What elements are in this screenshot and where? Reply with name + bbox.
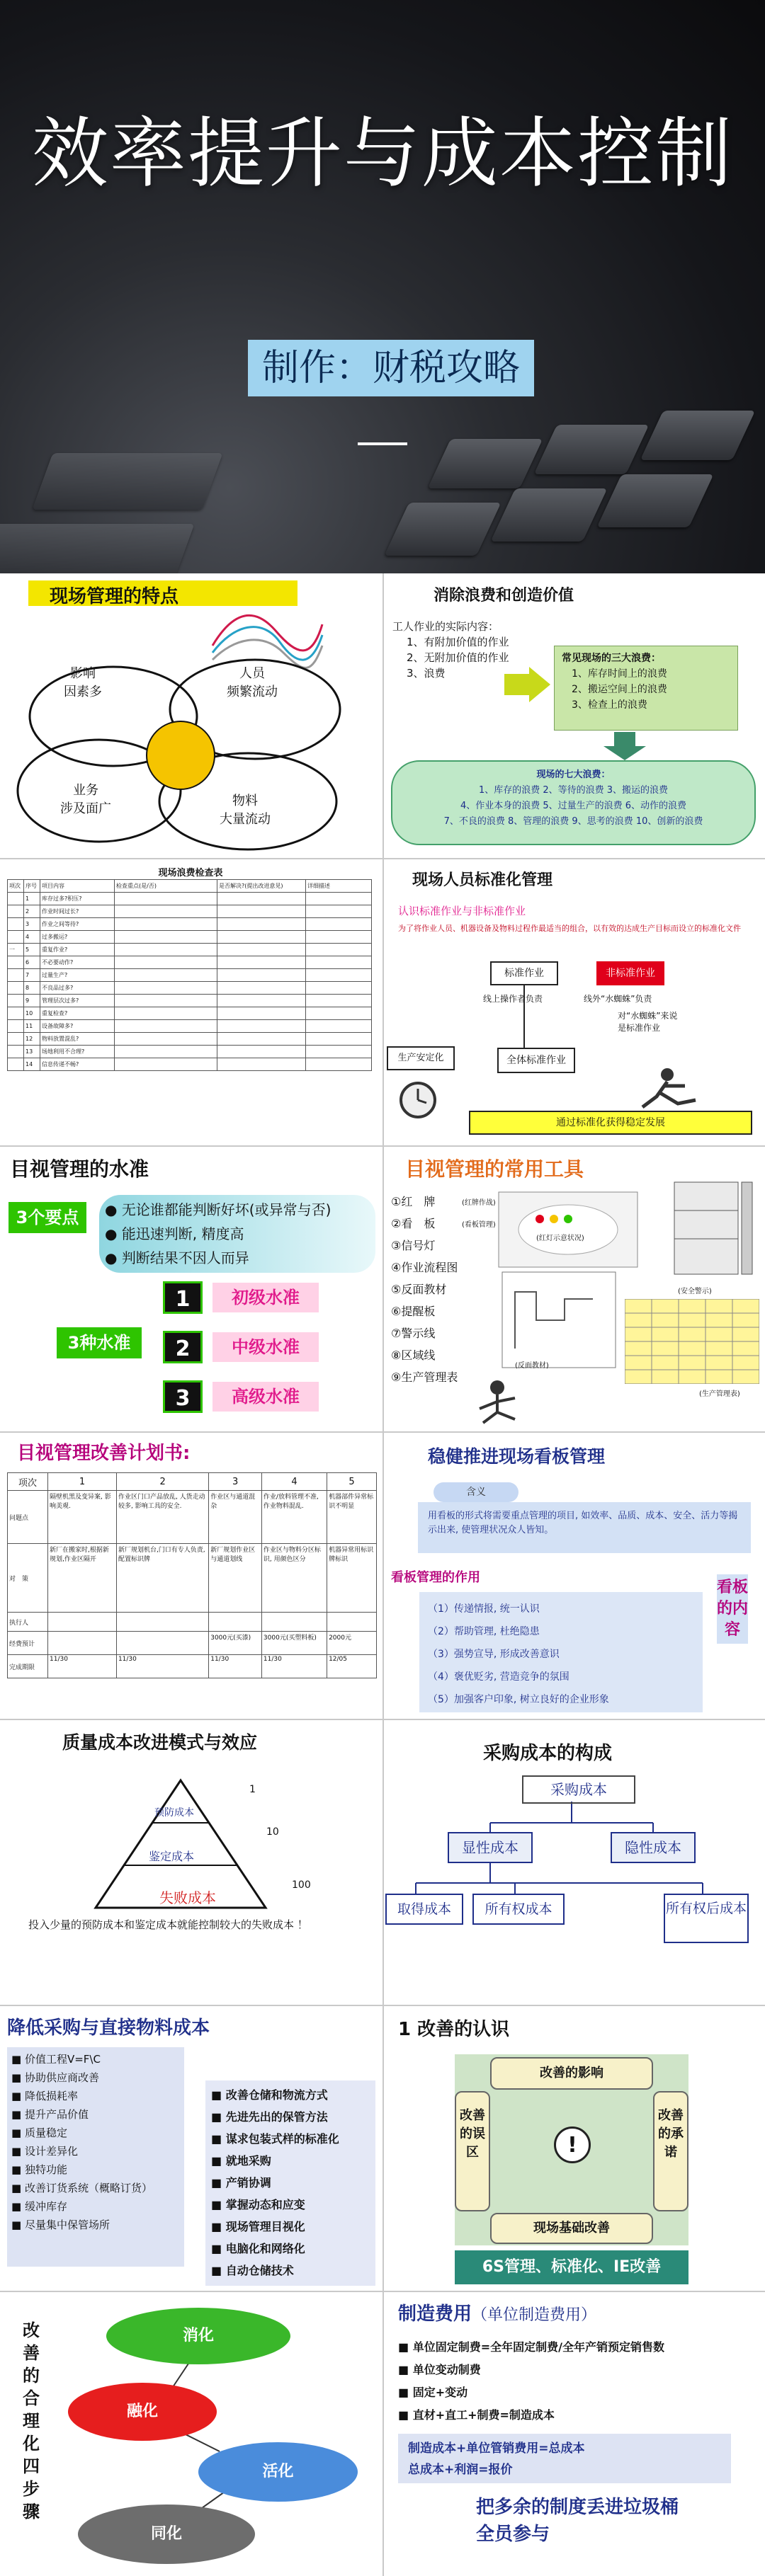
intro-list: 工人作业的实际内容： 1、有附加价值的作业 2、无附加价值的作业 3、浪费 (392, 620, 509, 680)
keyboard-key (32, 453, 222, 510)
left-box: 改善的误区 (455, 2091, 490, 2211)
mid-node: 隐性成本 (611, 1832, 696, 1863)
step-oval: 融化 (68, 2383, 217, 2441)
step-oval: 活化 (198, 2442, 358, 2502)
level-number: 2 (163, 1331, 203, 1363)
pyramid-level: 鉴定成本 (149, 1850, 195, 1863)
formula-box: 制造成本+单位管销费用=总成本 总成本+利润=报价 (398, 2434, 731, 2483)
table-row: 7 过量生产? (8, 969, 372, 982)
table-row: 9 管理层次过多? (8, 995, 372, 1007)
level-number: 3 (163, 1380, 203, 1413)
runner-icon (618, 1065, 717, 1114)
slide-board-management (384, 1433, 765, 1719)
hero-section (0, 0, 765, 573)
level-label: 高级水准 (212, 1382, 319, 1412)
table-row: 6 不必要动作? (8, 956, 372, 969)
oval-label: 业务 涉及面广 (60, 783, 111, 816)
standard-work-box: 标准作业 (490, 961, 558, 985)
pyramid-level: 预防成本 (154, 1807, 194, 1819)
slide-improvement-plan (0, 1433, 381, 1719)
points-tag: 3个要点 (8, 1202, 86, 1233)
ratio-label: 100 (292, 1879, 311, 1891)
table-row: 经费预计 3000元(买漆) 3000元(买塑料板) 2000元 (8, 1632, 377, 1655)
hero-subtitle: 制作：财税攻略 (248, 340, 534, 396)
table-row: 对 策 新厂在搬家时,根据新规划,作业区隔开 新厂规划机台,门口有专人负责,配置标识牌 新厂规划作业区与通道划线 作业区与物料分区标识, 用颜色区分 机器异常用标识牌标识 (8, 1544, 377, 1613)
table-row: 13 场地利用不合理? (8, 1046, 372, 1058)
table-row: 11 设备故障多? (8, 1020, 372, 1033)
ratio-label: 1 (249, 1784, 256, 1795)
function-title: 看板管理的作用 (391, 1570, 480, 1585)
banner: 通过标准化获得稳定发展 (469, 1111, 752, 1135)
pyramid-level: 失败成本 (159, 1889, 216, 1906)
spider-note: 对“水蜘蛛”来说 是标准作业 (618, 1011, 678, 1033)
slogan: 把多余的制度丢进垃圾桶 全员参与 (476, 2497, 679, 2545)
slide-purchase-cost (384, 1720, 765, 2005)
table-row: 一 5 重复作业? (8, 944, 372, 956)
description: 为了将作业人员、机器设备及物料过程作最适当的组合，以有效的达成生产目标而设立的标准化文件 (398, 924, 741, 933)
caption: 投入少量的预防成本和鉴定成本就能控制较大的失败成本 ！ (28, 1918, 308, 1931)
table-row: 12 物料放置混乱? (8, 1033, 372, 1046)
table-row: 执行人 (8, 1613, 377, 1632)
board-content-label: 看板的内容 (717, 1574, 748, 1644)
level-number: 1 (163, 1281, 203, 1314)
safety-box: 生产安定化 (387, 1046, 455, 1070)
keyboard-key (534, 425, 650, 474)
slide-title: 采购成本的构成 (483, 1743, 613, 1764)
slide-title: 现场人员标准化管理 (412, 871, 553, 889)
meaning-text: 用看板的形式将需要重点管理的项目, 如效率、品质、成本、安全、活力等揭示出来, 使管理状况众人皆知。 (418, 1502, 751, 1553)
table-title: 现场浪费检查表 (158, 868, 223, 878)
bullet-list: ■ 单位固定制费=全年固定制费/全年产销预定销售数 ■ 单位变动制费 ■ 固定+变动 ■ 直材+直工+制费=制造成本 (398, 2340, 664, 2422)
slide-eliminate-waste (384, 575, 765, 858)
ratio-label: 10 (266, 1826, 279, 1838)
table-row: 1 库存过多?积压? (8, 893, 372, 905)
subtitle: 认识标准作业与非标准作业 (398, 905, 526, 917)
hero-title: 效率提升与成本控制 (31, 110, 733, 198)
nonstd-desc: 线外“水蜘蛛”负责 (584, 994, 652, 1004)
slide-visual-tools (384, 1147, 765, 1431)
slide-title: 目视管理的水准 (10, 1157, 149, 1181)
signal-sketch (497, 1191, 639, 1269)
table-row: 8 不良品过多? (8, 982, 372, 995)
leaf-node: 所有权成本 (472, 1894, 565, 1925)
keyboard-key (385, 503, 502, 556)
connector-lines (455, 958, 611, 1058)
slide-title: 稳健推进现场看板管理 (428, 1446, 606, 1467)
three-wastes-box: 常见现场的三大浪费： 1、库存时间上的浪费 2、搬运空间上的浪费 3、检查上的浪费 (554, 646, 738, 731)
table-row: 问题点 隔壁机黑及变异案, 影响美观. 作业区门口产品放乱, 人货走动较多, 影响工具的安全. 作业区与通道混杂 作业/放料管理不准, 作业物料混乱. 机器部件异常标识不明显 (8, 1491, 377, 1544)
level-label: 中级水准 (212, 1332, 319, 1362)
tool-note: (红牌作战) (462, 1199, 496, 1207)
function-list: （1）传递情报, 统一认识 （2）帮助管理, 杜绝隐患 （3）强势宣导, 形成改善意识 （4）褒优贬劣, 营造竞争的氛围 （5）加强客户印象, 树立良好的企业形象 (419, 1592, 703, 1712)
table-row: 14 信息传递不畅? (8, 1058, 372, 1071)
levels-tag: 3种水准 (57, 1327, 142, 1358)
keyboard-key (0, 524, 195, 573)
arrow-down-icon (604, 732, 646, 760)
keyboard-key (597, 474, 714, 527)
slide-title: 目视管理改善计划书: (17, 1443, 191, 1464)
top-box: 改善的影响 (490, 2057, 653, 2090)
right-box: 改善的承诺 (653, 2091, 688, 2211)
tool-note: (红灯示意状况) (536, 1235, 584, 1242)
keyboard-key (491, 488, 608, 542)
table-row: 3 作业之间等待? (8, 918, 372, 931)
bottom-box: 现场基础改善 (490, 2213, 653, 2244)
slide-title: 降低采购与直接物料成本 (7, 2017, 210, 2039)
checklist-table: 项次 序号 项目内容 检查重点(是/否) 是否解决?(提出改进意见) 详细描述 1 库存过多?积压? 2 作业时间过长? 3 作业之间等待? 4 过多搬运? 一 5 重复作业? 6 不必要动作? 7 过量生产? 8 不良品过多? 9 管理层次过多? 10 重复检查? 11 设备故障多? 12 物料放置混乱? 13 场地利用不合理? 14 信息传递不畅? (7, 879, 372, 1071)
meaning-tag: 含义 (434, 1482, 518, 1502)
all-standard-box: 全体标准作业 (497, 1048, 575, 1073)
board-sketch (501, 1271, 618, 1370)
keyboard-key (428, 439, 543, 488)
root-node: 采购成本 (522, 1775, 635, 1804)
slide-title: 1 改善的认识 (398, 2019, 510, 2040)
hero-divider (358, 442, 407, 445)
right-list: ■ 改善仓储和物流方式 ■ 先进先出的保管方法 ■ 谋求包装式样的标准化 ■ 就地采购 ■ 产销协调 ■ 掌握动态和应变 ■ 现场管理目视化 ■ 电脑化和网络化 ■ 自动仓储技术 (211, 2088, 339, 2277)
arrow-right-icon (504, 667, 554, 702)
oval-label: 影响 因素多 (64, 666, 102, 699)
oval-label: 人员 频繁流动 (227, 666, 278, 699)
slide-title: 制造费用（单位制造费用） (398, 2303, 597, 2325)
tool-note: (看板管理) (462, 1221, 496, 1229)
slide-improvement-awareness (384, 2006, 765, 2291)
oval-label: 物料 大量流动 (220, 794, 271, 827)
table-row: 2 作业时间过长? (8, 905, 372, 918)
person-sitting-icon (465, 1377, 529, 1426)
std-desc: 线上操作者负责 (483, 994, 543, 1004)
slide-visual-levels (0, 1147, 381, 1431)
slide-four-steps (0, 2292, 381, 2576)
slide-title: 现场管理的特点 (50, 586, 179, 607)
table-row: 10 重复检查? (8, 1007, 372, 1020)
tools-list: ①红 牌 ②看 板 ③信号灯 ④作业流程图 ⑤反面教材 ⑥提醒板 ⑦警示线 ⑧区域线 ⑨生产管理表 (391, 1195, 458, 1384)
exclamation-icon: ! (554, 2126, 591, 2163)
step-oval: 消化 (106, 2308, 290, 2364)
tool-note: (安全警示) (678, 1288, 712, 1295)
slide-quality-cost (0, 1720, 381, 2005)
side-title: 改善的合理化四步骤 (23, 2320, 40, 2521)
level-label: 初级水准 (212, 1283, 319, 1312)
slide-staff-standardization (384, 859, 765, 1145)
slide-site-features (0, 575, 381, 858)
rack-sketch (653, 1175, 759, 1281)
table-row: 4 过多搬运? (8, 931, 372, 944)
slide-title: 消除浪费和创造价值 (434, 587, 574, 605)
slide-title: 质量成本改进模式与效应 (62, 1732, 258, 1753)
left-list: ■ 价值工程V=F\C ■ 协助供应商改善 ■ 降低损耗率 ■ 提升产品价值 ■ 质量稳定 ■ 设计差异化 ■ 独特功能 ■ 改善订货系统（概略订货） ■ 缓冲库存 ■ 尽量集中保管场所 (11, 2053, 152, 2231)
nonstandard-work-box: 非标准作业 (596, 961, 664, 985)
slide-manufacturing-cost (384, 2292, 765, 2576)
step-oval: 同化 (78, 2505, 255, 2564)
leaf-node: 取得成本 (385, 1894, 463, 1925)
tool-note: (反面教材) (515, 1362, 549, 1370)
table-row: 完成期限 11/30 11/30 11/30 11/30 12/05 (8, 1655, 377, 1678)
improvement-banner: 6S管理、标准化、IE改善 (455, 2250, 688, 2284)
plan-table (7, 1472, 377, 1678)
slide-waste-checklist (0, 859, 381, 1145)
tool-note: (生产管理表) (699, 1390, 740, 1398)
points-list: ● 无论谁都能判断好坏(或异常与否) ● 能迅速判断, 精度高 ● 判断结果不因人而异 (105, 1201, 332, 1266)
leaf-node: 所有权后成本 (664, 1894, 749, 1943)
clock-icon (398, 1080, 438, 1120)
slide-title: 目视管理的常用工具 (405, 1157, 584, 1181)
keyboard-key (640, 411, 756, 460)
table-sketch (625, 1299, 759, 1384)
seven-wastes-box: 现场的七大浪费： 1、库存的浪费 2、等待的浪费 3、搬运的浪费 4、作业本身的浪费 5、过量生产的浪费 6、动作的浪费 7、不良的浪费 8、管理的浪费 9、思考的浪费 10、创新的浪费 (391, 760, 756, 845)
table-header: 项次 1 2 3 4 5 (8, 1473, 377, 1491)
slide-reduce-purchase (0, 2006, 381, 2291)
mid-node: 显性成本 (448, 1832, 533, 1863)
